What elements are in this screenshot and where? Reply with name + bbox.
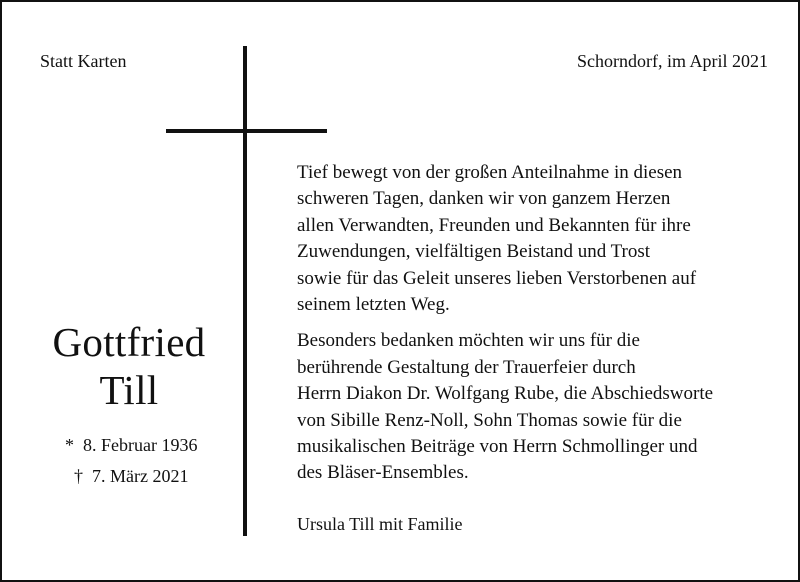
birth-symbol: * xyxy=(65,435,74,455)
death-date: 7. März 2021 xyxy=(92,466,189,486)
message-line: Besonders bedanken möchten wir uns für die xyxy=(297,330,640,352)
message-line: seinem letzten Weg. xyxy=(297,294,450,316)
cross-horizontal-bar xyxy=(166,129,327,133)
message-paragraph-2 xyxy=(297,328,772,486)
cross-vertical-bar xyxy=(243,46,247,536)
message-line: Herrn Diakon Dr. Wolfgang Rube, die Abschiedsworte xyxy=(297,383,714,405)
message-line: schweren Tagen, danken wir von ganzem Herzen xyxy=(297,188,671,210)
place-date-label: Schorndorf, im April 2021 xyxy=(577,51,768,71)
message-line: berührende Gestaltung der Trauerfeier durch xyxy=(297,356,636,378)
life-dates xyxy=(24,430,234,492)
message-line: sowie für das Geleit unseres lieben Verstorbenen auf xyxy=(297,267,697,289)
message-line: des Bläser-Ensembles. xyxy=(297,462,469,484)
deceased-name xyxy=(24,318,234,414)
death-date-line xyxy=(24,461,234,492)
message-line: von Sibille Renz-Noll, Sohn Thomas sowie für die xyxy=(297,409,682,431)
birth-date-line xyxy=(24,430,234,461)
signature: Ursula Till mit Familie xyxy=(297,514,463,534)
death-symbol: † xyxy=(74,466,83,486)
message-line: Tief bewegt von der großen Anteilnahme in diesen xyxy=(297,162,683,183)
statt-karten-label: Statt Karten xyxy=(40,51,127,71)
message-paragraph-1 xyxy=(297,160,772,318)
birth-date: 8. Februar 1936 xyxy=(83,435,198,455)
message-line: musikalischen Beiträge von Herrn Schmollinger und xyxy=(297,436,698,458)
deceased-first-name: Gottfried xyxy=(52,319,206,365)
deceased-last-name: Till xyxy=(99,367,159,413)
thank-you-message xyxy=(297,160,772,487)
message-line: Zuwendungen, vielfältigen Beistand und Trost xyxy=(297,241,651,263)
message-line: allen Verwandten, Freunden und Bekannten für ihre xyxy=(297,214,691,236)
